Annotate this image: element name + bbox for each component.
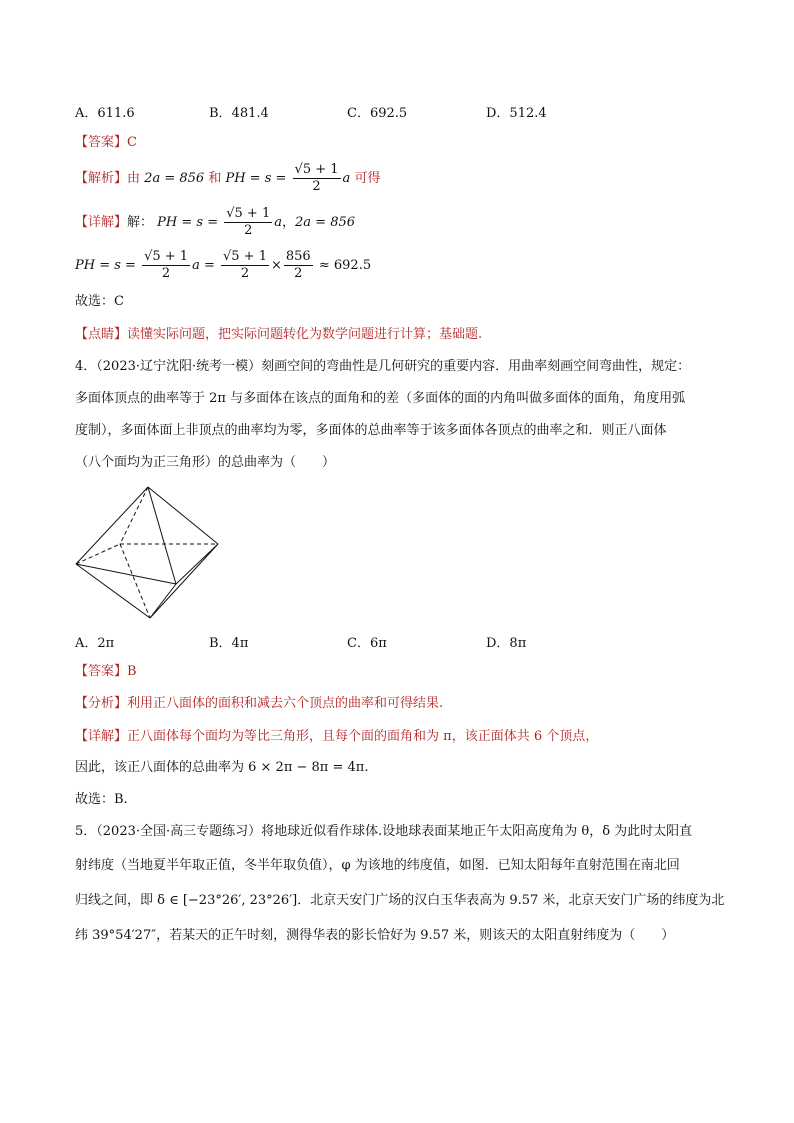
edge [76, 487, 148, 564]
q3-comment-line: 【点睛】读懂实际问题，把实际问题转化为数学问题进行计算；基础题. [75, 327, 483, 342]
fraction: $\frac{√5 + 1}{2}$ [226, 206, 271, 238]
q3-option-d: D．512.4 [486, 106, 547, 121]
q3-calc-line: PH = s = $\frac{√5 + 1}{2}$ a = $\frac{√5 + 1}{2}$ × $\frac{856}{2}$ ≈ 692.5 [75, 249, 372, 281]
q3-option-b: B．481.4 [209, 106, 269, 121]
q3-option-c: C．692.5 [347, 106, 408, 121]
q4-choose: 故选：B. [75, 792, 128, 807]
q4-stem-line-2: 多面体顶点的曲率等于 2π 与多面体在该点的面角和的差（多面体的面的内角叫做多面体的面角，角度用弧 [75, 391, 686, 406]
answer-value: C [127, 135, 137, 150]
q3-choose: 故选：C [75, 294, 124, 309]
edge [176, 544, 218, 584]
fraction: $\frac{√5 + 1}{2}$ [144, 249, 189, 281]
q4-option-c: C．6π [347, 636, 387, 651]
q3-analysis-line: 【解析】由 2a = 856 和 PH = s = $\frac{√5 + 1}{2}$ a 可得 [75, 162, 381, 194]
detail-tag: 【详解】 [75, 215, 128, 230]
q4-stem-line-1: 4．（2023·辽宁沈阳·统考一模）刻画空间的弯曲性是几何研究的重要内容．用曲率刻画空间弯曲性，规定： [75, 359, 691, 374]
q4-detail-line: 【详解】正八面体每个面均为等比三角形，且每个面的面角和为 π，该正面体共 6 个顶点， [75, 729, 599, 744]
q5-stem-line-1: 5．（2023·全国·高三专题练习）将地球近似看作球体.设地球表面某地正午太阳高度角为 θ，δ 为此时太阳直 [75, 824, 693, 839]
edge [148, 487, 176, 584]
q4-stem-line-3: 度制），多面体面上非顶点的曲率均为零，多面体的总曲率等于该多面体各顶点的曲率之和．则正八面体 [75, 423, 667, 438]
q4-option-b: B．4π [209, 636, 249, 651]
q4-stem-line-4: （八个面均为正三角形）的总曲率为（ ） [75, 455, 336, 470]
octahedron-figure [70, 482, 230, 624]
q5-stem-line-2: 射纬度（当地夏半年取正值，冬半年取负值），φ 为该地的纬度值，如图．已知太阳每年直射范围在南北回 [75, 858, 680, 873]
q3-answer-line [75, 133, 137, 153]
q5-stem-line-4: 纬 39°54′27″，若某天的正午时刻，测得华表的影长恰好为 9.57 米，则该天的太阳直射纬度为（ ） [75, 928, 675, 943]
q4-option-a: A．2π [75, 636, 115, 651]
edge [76, 564, 176, 584]
analysis-tag: 【解析】 [75, 171, 128, 186]
q4-answer-line: 【答案】B [75, 664, 137, 679]
q4-option-d: D．8π [486, 636, 527, 651]
q5-stem-line-3: 归线之间，即 δ ∈ [−23°26′, 23°26′]．北京天安门广场的汉白玉华表高为 9.57 米，北京天安门广场的纬度为北 [75, 893, 725, 908]
fraction: $\frac{√5 + 1}{2}$ [223, 249, 267, 281]
q3-detail-line: 【详解】解： PH = s = $\frac{√5 + 1}{2}$ a，2a = 856 [75, 206, 356, 238]
comment-tag: 【点睛】 [75, 327, 128, 342]
answer-tag: 【答案】 [75, 135, 128, 150]
q4-detail-line-2: 因此，该正八面体的总曲率为 6 × 2π − 8π = 4π. [75, 760, 369, 775]
q4-analysis-line: 【分析】利用正八面体的面积和减去六个顶点的曲率和可得结果. [75, 696, 444, 711]
edge [148, 487, 218, 544]
edge [150, 584, 176, 618]
q3-option-a: A．611.6 [75, 106, 135, 121]
fraction: $\frac{856}{2}$ [285, 249, 311, 281]
hidden-edge [120, 487, 148, 544]
hidden-edge [76, 544, 120, 564]
fraction: $\frac{√5 + 1}{2}$ [294, 162, 339, 194]
